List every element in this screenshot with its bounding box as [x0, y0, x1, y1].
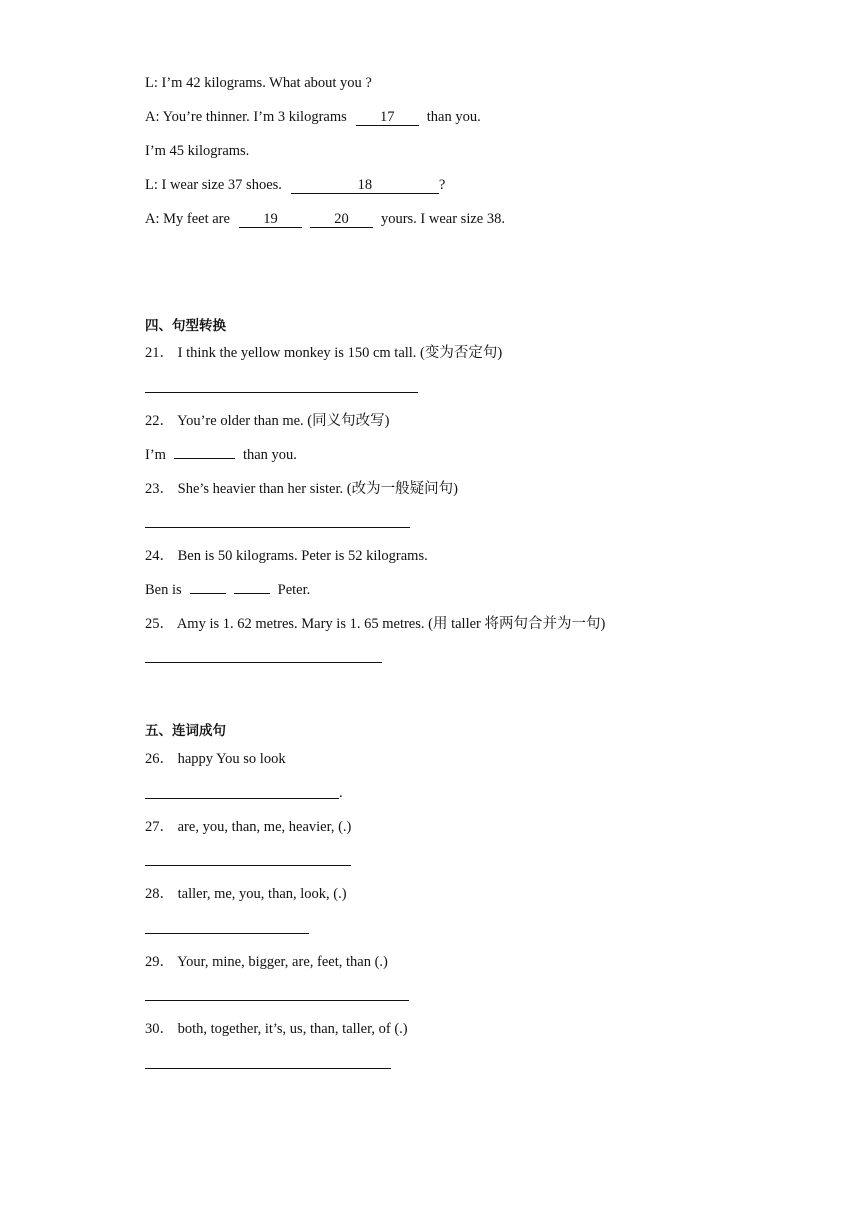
dialogue-line-a1b: I’m 45 kilograms. — [145, 143, 250, 159]
answer-line-23[interactable] — [145, 527, 410, 528]
blank-22[interactable] — [174, 458, 235, 459]
question-24-rewrite — [145, 581, 310, 599]
answer-line-28[interactable] — [145, 933, 309, 934]
question-text: Ben is — [145, 582, 182, 598]
answer-line-29[interactable] — [145, 1000, 409, 1001]
question-text: than you. — [242, 447, 297, 463]
dialogue-text: A: You’re thinner. I’m 3 kilograms — [145, 109, 347, 125]
dialogue-text: yours. I wear size 38. — [380, 211, 505, 227]
blank-24a[interactable] — [190, 593, 226, 594]
question-text: Peter. — [277, 582, 311, 598]
question-28: 28． taller, me, you, than, look, (.) — [145, 886, 347, 902]
dialogue-line-a1 — [145, 108, 481, 126]
blank-19[interactable]: 19 — [239, 212, 302, 228]
answer-line-27[interactable] — [145, 865, 351, 866]
dialogue-text: ? — [438, 177, 446, 193]
question-30: 30． both, together, it’s, us, than, taller, of (.) — [145, 1021, 408, 1037]
blank-24b[interactable] — [234, 593, 270, 594]
question-24: 24． Ben is 50 kilograms. Peter is 52 kilograms. — [145, 548, 428, 564]
dialogue-line-a2 — [145, 210, 505, 228]
dialogue-text: than you. — [426, 109, 481, 125]
dialogue-line-l2 — [145, 176, 445, 194]
question-26: 26． happy You so look — [145, 751, 286, 767]
question-25: 25． Amy is 1. 62 metres. Mary is 1. 65 metres. (用 taller 将两句合并为一句) — [145, 616, 606, 632]
answer-line-21[interactable] — [145, 392, 418, 393]
answer-line-30[interactable] — [145, 1068, 391, 1069]
dialogue-text: A: My feet are — [145, 211, 230, 227]
question-29: 29． Your, mine, bigger, are, feet, than (.) — [145, 954, 388, 970]
question-27: 27． are, you, than, me, heavier, (.) — [145, 819, 352, 835]
blank-17[interactable]: 17 — [356, 110, 419, 126]
question-text: I’m — [145, 447, 166, 463]
question-23: 23． She’s heavier than her sister. (改为一般疑问句) — [145, 481, 458, 497]
answer-line-25[interactable] — [145, 662, 382, 663]
dialogue-text: L: I wear size 37 shoes. — [145, 177, 282, 193]
section-5-heading: 五、连词成句 — [145, 723, 226, 739]
question-22-rewrite — [145, 446, 297, 464]
answer-26-period: . — [339, 785, 343, 801]
question-22: 22． You’re older than me. (同义句改写) — [145, 413, 390, 429]
blank-20[interactable]: 20 — [310, 212, 373, 228]
blank-18[interactable]: 18 — [291, 178, 439, 194]
question-21: 21． I think the yellow monkey is 150 cm tall. (变为否定句) — [145, 345, 503, 361]
dialogue-line-l1: L: I’m 42 kilograms. What about you ? — [145, 75, 372, 91]
section-4-heading: 四、句型转换 — [145, 318, 226, 334]
answer-line-26[interactable] — [145, 798, 339, 799]
